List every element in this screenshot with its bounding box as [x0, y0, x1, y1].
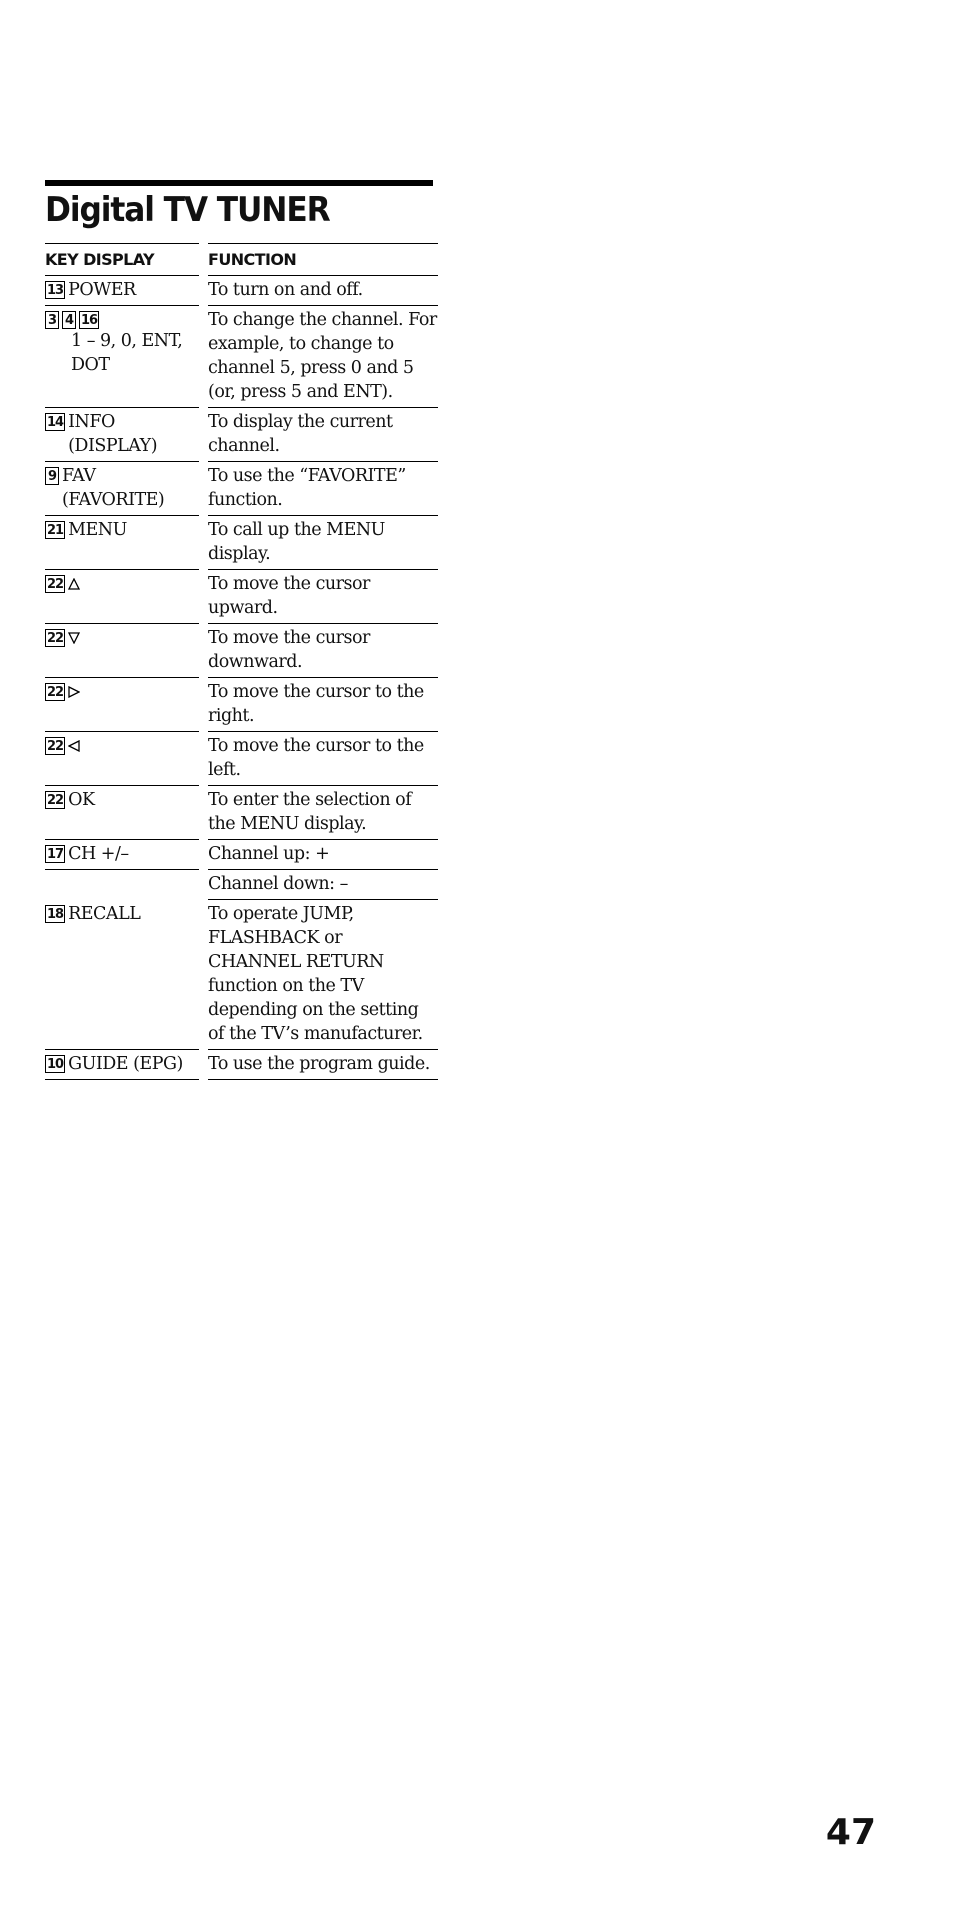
function-cell	[208, 870, 438, 900]
table-body	[45, 276, 438, 1080]
function-cell	[208, 1050, 438, 1080]
key-number-badge: 18	[47, 906, 64, 922]
function-cell	[208, 732, 438, 786]
key-badges	[45, 281, 65, 299]
table-row	[45, 678, 438, 732]
table-row	[45, 276, 438, 306]
function-text: To move the cursor to the right.	[208, 682, 424, 726]
key-badges	[45, 629, 65, 647]
key-label: MENU	[68, 520, 127, 540]
function-text: To change the channel. For example, to change to channel 5, press 0 and 5 (or, press 5 and ENT).	[208, 310, 437, 402]
function-text: To move the cursor to the left.	[208, 736, 424, 780]
up-triangle-icon	[68, 572, 80, 590]
function-text: To move the cursor downward.	[208, 628, 370, 672]
table-row	[45, 870, 438, 900]
table-row	[45, 570, 438, 624]
table-row	[45, 840, 438, 870]
table-header	[45, 243, 438, 276]
function-cell	[208, 786, 438, 840]
function-cell	[208, 570, 438, 624]
key-number-badge: 17	[47, 846, 64, 862]
key-label: RECALL	[68, 904, 141, 924]
key-number-badge: 13	[47, 282, 64, 298]
table-row	[45, 900, 438, 1050]
page-title: Digital TV TUNER	[45, 190, 330, 230]
key-label: INFO (DISPLAY)	[68, 412, 158, 456]
key-number-badge: 9	[45, 467, 59, 485]
function-cell	[208, 462, 438, 516]
key-number-badge: 4	[62, 311, 76, 329]
table-row	[45, 732, 438, 786]
key-number-badge: 22	[47, 630, 64, 646]
key-cell	[45, 408, 199, 462]
key-cell	[45, 840, 199, 870]
column-header-key: KEY DISPLAY	[45, 243, 199, 276]
function-text: To call up the MENU display.	[208, 520, 385, 564]
function-text: Channel down: –	[208, 874, 348, 894]
key-badges	[45, 737, 65, 755]
table-row	[45, 1050, 438, 1080]
key-number-badge: 22	[47, 684, 64, 700]
function-cell	[208, 624, 438, 678]
key-cell	[45, 870, 199, 900]
function-cell	[208, 900, 438, 1050]
function-cell	[208, 408, 438, 462]
table-row	[45, 786, 438, 840]
key-cell	[45, 1050, 199, 1080]
title-rule	[45, 180, 433, 186]
key-label: GUIDE (EPG)	[68, 1054, 183, 1074]
function-cell	[208, 840, 438, 870]
key-number-badge: 22	[47, 738, 64, 754]
function-text: To display the current channel.	[208, 412, 393, 456]
table-row	[45, 306, 438, 408]
key-badges	[45, 791, 65, 809]
key-cell	[45, 462, 199, 516]
column-header-function: FUNCTION	[208, 243, 438, 276]
left-triangle-icon	[68, 734, 80, 752]
table-row	[45, 516, 438, 570]
key-label: FAV (FAVORITE)	[62, 466, 165, 510]
function-cell	[208, 306, 438, 408]
key-label: POWER	[68, 280, 136, 300]
key-cell	[45, 306, 199, 408]
key-badges	[45, 413, 65, 431]
function-text: To use the “FAVORITE” function.	[208, 466, 406, 510]
key-cell	[45, 786, 199, 840]
key-number-badge: 22	[47, 792, 64, 808]
key-number-badge: 16	[81, 312, 98, 328]
key-number-badge: 3	[45, 311, 59, 329]
table-row	[45, 408, 438, 462]
function-cell	[208, 516, 438, 570]
down-triangle-icon	[68, 626, 80, 644]
function-text: To use the program guide.	[208, 1054, 430, 1074]
function-cell	[208, 276, 438, 306]
function-text: To enter the selection of the MENU display.	[208, 790, 412, 834]
key-cell	[45, 900, 199, 1050]
function-text: To operate JUMP, FLASHBACK or CHANNEL RETURN function on the TV depending on the setting of the TV’s manufacturer.	[208, 904, 423, 1044]
key-number-badge: 22	[47, 576, 64, 592]
key-number-badge: 21	[47, 522, 64, 538]
key-badges	[45, 467, 59, 485]
key-cell	[45, 732, 199, 786]
key-badges	[45, 905, 65, 923]
key-badges	[45, 683, 65, 701]
key-number-badge: 14	[47, 414, 64, 430]
right-triangle-icon	[68, 680, 80, 698]
key-cell	[45, 624, 199, 678]
key-badges	[45, 575, 65, 593]
function-cell	[208, 678, 438, 732]
key-label: 1 – 9, 0, ENT, DOT	[71, 331, 183, 375]
key-number-badge: 10	[47, 1056, 64, 1072]
page-number: 47	[825, 1812, 876, 1853]
function-text: To turn on and off.	[208, 280, 363, 300]
key-cell	[45, 276, 199, 306]
key-badges	[45, 1055, 65, 1073]
key-cell	[45, 570, 199, 624]
key-badges	[45, 311, 99, 329]
key-cell	[45, 678, 199, 732]
key-function-table	[45, 243, 438, 1080]
key-badges	[45, 845, 65, 863]
table-row	[45, 462, 438, 516]
key-badges	[45, 521, 65, 539]
key-label: OK	[68, 790, 95, 810]
function-text: To move the cursor upward.	[208, 574, 370, 618]
function-text: Channel up: +	[208, 844, 330, 864]
key-cell	[45, 516, 199, 570]
key-label: CH +/–	[68, 844, 129, 864]
table-row	[45, 624, 438, 678]
